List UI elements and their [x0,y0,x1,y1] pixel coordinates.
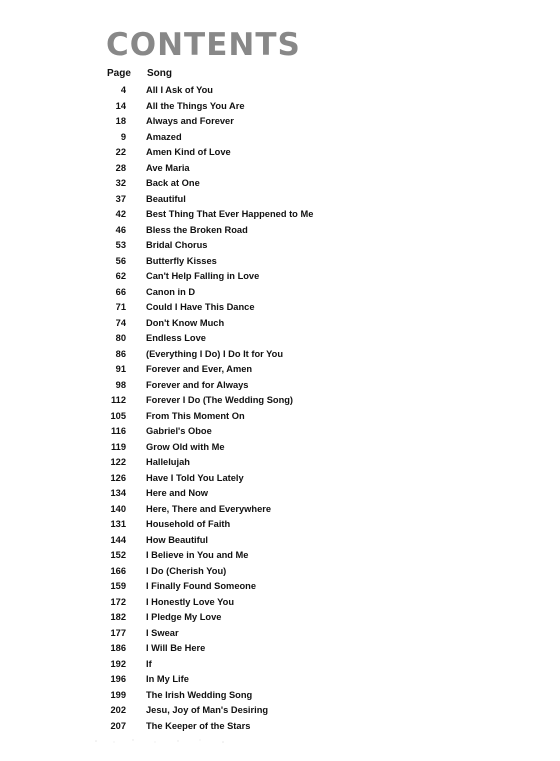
toc-page-number: 9 [120,131,126,142]
toc-song-title: I Pledge My Love [146,612,222,622]
toc-song-title: Household of Faith [146,519,231,529]
toc-page-number: 144 [110,534,126,545]
toc-song-title: Endless Love [146,333,206,343]
toc-song-title: Have I Told You Lately [146,472,244,483]
toc-page-number: 46 [115,224,126,235]
toc-entry [106,207,426,223]
toc-song-title: Forever and for Always [146,379,249,390]
toc-song-title: I Believe in You and Me [146,550,249,560]
toc-page-number: 62 [115,271,126,281]
toc-song-title: How Beautiful [146,534,208,545]
toc-song-title: If [146,658,152,669]
toc-page-number: 105 [110,410,126,421]
toc-entry [106,362,426,378]
toc-entry [106,502,426,518]
toc-song-title: Jesu, Joy of Man's Desiring [146,705,269,715]
toc-entry [106,393,426,409]
toc-entry [106,455,426,471]
toc-entry [106,223,426,239]
toc-song-title: In My Life [146,674,189,684]
toc-page-number: 140 [110,503,126,514]
toc-song-title: Can't Help Falling in Love [146,271,260,281]
toc-song-title: Bless the Broken Road [146,224,248,235]
toc-entry [106,672,426,688]
toc-page-number: 182 [110,612,126,622]
toc-page-number: 122 [110,457,126,467]
toc-song-title: Amazed [146,131,182,142]
toc-page-number: 166 [110,565,126,576]
toc-entry [106,347,426,363]
toc-page-number: 177 [110,627,126,638]
toc-entry [106,517,426,533]
toc-page-number: 32 [115,178,126,188]
toc-song-title: All I Ask of You [146,85,213,95]
toc-entry [106,440,426,456]
toc-song-title: Bridal Chorus [146,240,208,250]
toc-entry [106,99,426,115]
toc-page-number: 126 [110,472,126,483]
toc-song-title: Here and Now [146,488,208,498]
toc-entry [106,703,426,719]
toc-entry [106,300,426,316]
toc-entry [106,564,426,580]
toc-entry [106,114,426,130]
toc-page-number: 196 [110,674,126,684]
toc-entry [106,595,426,611]
scan-artifact [92,738,232,744]
column-header-row [106,68,406,82]
toc-page-number: 116 [111,426,126,436]
toc-entry [106,238,426,254]
toc-page-number: 4 [120,85,126,95]
toc-page-number: 112 [111,395,126,405]
toc-entry [106,254,426,270]
toc-entry [106,130,426,146]
toc-page-number: 202 [110,705,126,715]
toc-page-number: 134 [110,488,126,498]
toc-entry [106,83,426,99]
toc-song-title: Always and Forever [146,116,234,126]
toc-page-number: 37 [115,193,126,204]
toc-page-number: 207 [110,720,126,731]
toc-song-title: I Will Be Here [146,643,206,653]
toc-page-number: 66 [115,286,126,297]
toc-entry [106,409,426,425]
toc-entry [106,176,426,192]
toc-page-number: 172 [110,596,126,607]
toc-page-number: 14 [115,100,126,111]
toc-page-number: 192 [110,658,126,669]
toc-page-number: 56 [115,255,126,266]
toc-entry [106,331,426,347]
toc-entry [106,688,426,704]
toc-page-number: 159 [110,581,126,591]
toc-song-title: The Irish Wedding Song [146,689,253,700]
toc-entry [106,471,426,487]
toc-entry [106,610,426,626]
toc-page-number: 91 [115,364,126,374]
toc-entry [106,626,426,642]
toc-page-number: 186 [110,643,126,653]
toc-song-title: (Everything I Do) I Do It for You [146,348,284,359]
toc-song-title: Gabriel's Oboe [146,426,212,436]
toc-entry [106,145,426,161]
toc-entry [106,548,426,564]
toc-entry [106,657,426,673]
toc-page-number: 131 [110,519,126,529]
toc-page-number: 80 [115,333,126,343]
toc-page-number: 28 [115,162,126,173]
toc-song-title: Forever I Do (The Wedding Song) [146,395,294,405]
toc-song-title: I Finally Found Someone [146,581,257,591]
page-title: CONTENTS [106,27,301,63]
toc-entry [106,192,426,208]
toc-entry [106,424,426,440]
toc-page-number: 71 [115,302,126,312]
toc-entry [106,533,426,549]
toc-song-title: Here, There and Everywhere [146,503,272,514]
toc-song-title: Hallelujah [146,457,190,467]
toc-entry [106,378,426,394]
toc-page-number: 152 [110,550,126,560]
page-column-header: Page [107,68,131,79]
toc-page-number: 74 [115,317,126,328]
toc-song-title: Canon in D [146,286,196,297]
toc-song-title: I Do (Cherish You) [146,565,227,576]
toc-page-number: 119 [111,441,126,452]
toc-entry [106,269,426,285]
toc-entry [106,719,426,735]
toc-page-number: 199 [110,689,126,700]
toc-entry [106,486,426,502]
toc-song-title: Back at One [146,178,200,188]
toc-song-title: Forever and Ever, Amen [146,364,253,374]
toc-page-number: 42 [115,209,126,219]
toc-song-title: Could I Have This Dance [146,302,255,312]
toc-song-title: I Honestly Love You [146,596,234,607]
toc-song-title: From This Moment On [146,410,245,421]
toc-song-title: Butterfly Kisses [146,255,217,266]
toc-page-number: 86 [115,348,126,359]
toc-song-title: The Keeper of the Stars [146,720,251,731]
toc-entry [106,316,426,332]
toc-song-title: Grow Old with Me [146,441,225,452]
toc-song-title: All the Things You Are [146,100,245,111]
toc-song-title: Don't Know Much [146,317,225,328]
toc-page-number: 53 [115,240,126,250]
toc-page-number: 22 [115,147,126,157]
toc-entry [106,285,426,301]
toc-entry [106,641,426,657]
toc-entry [106,579,426,595]
toc-song-title: I Swear [146,627,179,638]
toc-song-title: Ave Maria [146,162,190,173]
toc-entry [106,161,426,177]
song-column-header: Song [147,68,172,79]
toc-page-number: 18 [115,116,126,126]
toc-song-title: Best Thing That Ever Happened to Me [146,209,314,219]
toc-song-title: Amen Kind of Love [146,147,231,157]
contents-list [106,83,426,734]
toc-page-number: 98 [115,379,126,390]
toc-song-title: Beautiful [146,193,186,204]
